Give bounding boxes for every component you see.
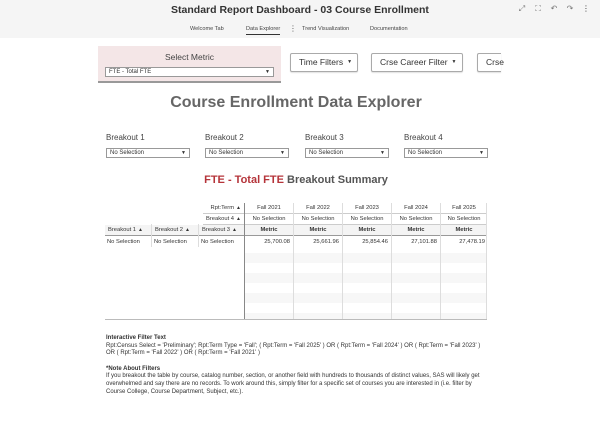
collapse-icon[interactable]: ⤢ <box>518 4 526 13</box>
tab-data-explorer[interactable]: Data Explorer <box>246 26 280 35</box>
time-filters-label: Time Filters <box>299 57 344 67</box>
column-divider <box>151 224 152 247</box>
metric-value: 25,700.08 <box>264 239 290 245</box>
breakout-1-select[interactable] <box>106 148 190 158</box>
column-divider <box>440 203 441 319</box>
chevron-down-icon: ▼ <box>479 150 484 156</box>
window-title: Standard Report Dashboard - 03 Course Enrollment <box>171 4 429 16</box>
breakout-4-header-label: Breakout 4 <box>206 216 235 222</box>
note-heading: *Note About Filters <box>106 365 161 372</box>
metric-value: 25,854.46 <box>362 239 388 245</box>
select-metric-panel <box>98 46 281 83</box>
column-divider <box>391 203 392 319</box>
breakout-4-label: Breakout 4 <box>404 133 443 142</box>
tab-documentation[interactable]: Documentation <box>370 26 408 32</box>
column-divider <box>244 203 245 319</box>
summary-title <box>0 174 592 186</box>
caret-down-icon: ▼ <box>451 59 457 66</box>
page-title: Course Enrollment Data Explorer <box>170 94 422 111</box>
measure-header[interactable]: Metric <box>392 225 440 235</box>
breakout-2-header-label: Breakout 2 <box>155 227 184 233</box>
breakout-3-header[interactable] <box>199 225 244 235</box>
term-header[interactable]: Fall 2024 <box>404 205 428 211</box>
filter-text-heading: Interactive Filter Text <box>106 335 166 341</box>
table-row-stripe <box>244 253 487 263</box>
top-bar <box>0 0 600 38</box>
breakout-4-column-value: No Selection <box>350 216 384 222</box>
breakout-3-header-label: Breakout 3 <box>202 227 231 233</box>
toolbar <box>517 4 591 14</box>
sort-up-icon: ▲ <box>232 227 237 233</box>
caret-down-icon: ▼ <box>347 59 353 66</box>
notes-section <box>106 335 490 396</box>
select-metric-label: Select Metric <box>164 52 215 62</box>
breakout-1-value: No Selection <box>110 150 145 156</box>
summary-suffix: Breakout Summary <box>287 174 388 186</box>
metric-value: 27,478.19 <box>459 239 485 245</box>
rpt-term-header[interactable] <box>203 203 243 213</box>
metric-value: 27,101.88 <box>411 239 437 245</box>
note-text: If you breakout the table by course, catalog number, section, or another field with hundreds to thousands of distinct values, SAS will likely get overwhelmed and say there are no records. To work around this, simply filter for a specific set of courses you are interested in (i.e. filter by Course College, Course Department, Subject, etc.). <box>106 373 480 395</box>
breakout-4-header[interactable] <box>203 214 243 224</box>
measure-header[interactable]: Metric <box>343 225 391 235</box>
breakout-4-column-value: No Selection <box>301 216 335 222</box>
sort-up-icon: ▲ <box>138 227 143 233</box>
term-header[interactable]: Fall 2025 <box>452 205 476 211</box>
column-divider <box>486 203 487 319</box>
chevron-down-icon: ▼ <box>280 150 285 156</box>
column-divider <box>293 203 294 319</box>
table-divider <box>105 235 487 236</box>
metric-value: 25,661.96 <box>313 239 339 245</box>
tab-trend-visualization[interactable]: Trend Visualization <box>302 26 350 32</box>
redo-icon[interactable]: ↷ <box>566 4 574 13</box>
table-row-stripe <box>244 293 487 303</box>
crse-career-filter-button[interactable] <box>371 53 463 72</box>
filter-text: Rpt:Census Select = 'Preliminary'; Rpt:Term Type = 'Fall'; ( Rpt:Term = 'Fall 2025' ) OR ( Rpt:Term = 'Fall 2024' ) OR ( Rpt:Term = 'Fall 2023' ) OR ( Rpt:Term = 'Fall 2022' ) OR ( Rpt:Term = 'Fall 2021' ) <box>106 342 481 357</box>
rpt-term-label: Rpt:Term <box>210 205 235 211</box>
table-row-stripe <box>244 273 487 283</box>
breakout-2-value: No Selection <box>209 150 244 156</box>
tab-menu-icon[interactable]: ⋮ <box>289 24 297 33</box>
sort-up-icon: ▲ <box>185 227 190 233</box>
column-divider <box>342 203 343 319</box>
select-metric-dropdown[interactable] <box>105 67 274 77</box>
breakout-3-select[interactable] <box>305 148 389 158</box>
sort-up-icon: ▲ <box>236 205 241 211</box>
breakout-2-header[interactable] <box>152 225 198 235</box>
sort-up-icon: ▲ <box>236 216 241 222</box>
breakout-4-column-value: No Selection <box>252 216 286 222</box>
table-divider <box>105 319 487 320</box>
term-header[interactable]: Fall 2022 <box>306 205 330 211</box>
breakout-1-header-label: Breakout 1 <box>108 227 137 233</box>
breakout-4-value: No Selection <box>408 150 443 156</box>
breakout-2-select[interactable] <box>205 148 289 158</box>
crosstab-table <box>105 203 487 319</box>
more-icon[interactable]: ⋮ <box>582 4 590 13</box>
breakout-2-label: Breakout 2 <box>205 133 244 142</box>
chevron-down-icon: ▼ <box>265 69 270 75</box>
measure-header[interactable]: Metric <box>294 225 342 235</box>
crse-filter-button[interactable] <box>477 53 504 72</box>
breakout-4-select[interactable] <box>404 148 488 158</box>
summary-metric: FTE - Total FTE <box>204 174 284 186</box>
time-filters-button[interactable] <box>290 53 358 72</box>
tab-welcome[interactable]: Welcome Tab <box>190 26 224 32</box>
breakout-1-label: Breakout 1 <box>106 133 145 142</box>
crse-filter-label: Crse <box>486 57 504 67</box>
crse-career-filter-label: Crse Career Filter <box>380 57 448 67</box>
chevron-down-icon: ▼ <box>181 150 186 156</box>
row-breakout-1-value: No Selection <box>107 239 140 245</box>
breakout-3-label: Breakout 3 <box>305 133 344 142</box>
expand-icon[interactable]: ⛶ <box>535 4 541 13</box>
column-divider <box>198 224 199 247</box>
breakout-4-column-value: No Selection <box>399 216 433 222</box>
measure-header[interactable]: Metric <box>245 225 293 235</box>
term-header[interactable]: Fall 2023 <box>355 205 379 211</box>
breakout-4-column-value: No Selection <box>447 216 481 222</box>
breakout-1-header[interactable] <box>105 225 151 235</box>
row-breakout-3-value: No Selection <box>201 239 234 245</box>
tab-bar <box>0 24 600 38</box>
breakout-3-value: No Selection <box>309 150 344 156</box>
measure-header[interactable]: Metric <box>441 225 487 235</box>
chevron-down-icon: ▼ <box>380 150 385 156</box>
select-metric-value: FTE - Total FTE <box>109 69 152 75</box>
term-header[interactable]: Fall 2021 <box>257 205 281 211</box>
row-breakout-2-value: No Selection <box>154 239 187 245</box>
undo-icon[interactable]: ↶ <box>550 4 558 13</box>
